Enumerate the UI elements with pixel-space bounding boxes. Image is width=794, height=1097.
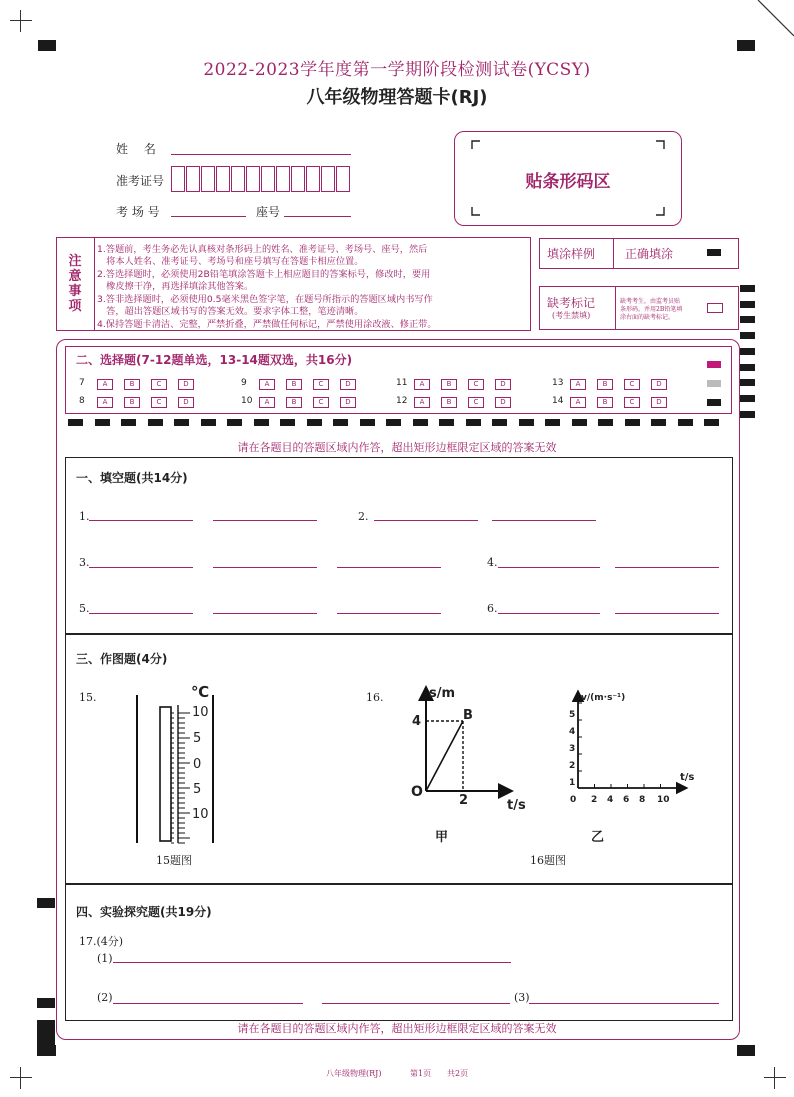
answer-blank[interactable]	[337, 613, 441, 614]
answer-blank[interactable]	[89, 613, 193, 614]
exam-number-label: 准考证号	[116, 174, 165, 188]
sample-label: 填涂样例	[547, 247, 596, 261]
choice-bubble[interactable]: B	[124, 397, 140, 408]
timing-dash	[651, 419, 666, 426]
timing-dash	[148, 419, 163, 426]
graph-jia-line	[426, 721, 463, 791]
timing-dash	[254, 419, 269, 426]
choice-bubble[interactable]: D	[340, 397, 356, 408]
choice-bubble[interactable]: A	[97, 397, 113, 408]
card-title: 八年级物理答题卡(RJ)	[306, 87, 488, 108]
graph-yi-ytick: 4	[569, 727, 576, 737]
choice-bubble[interactable]: C	[151, 379, 167, 390]
choice-title: 二、选择题(7-12题单选，13-14题双选，共16分)	[76, 353, 353, 367]
seat-label: 座号	[256, 205, 281, 219]
blank-number: 2.	[358, 510, 369, 523]
answer-blank[interactable]	[213, 613, 317, 614]
exam-number-cell[interactable]	[321, 166, 335, 192]
graph-jia-origin: O	[411, 784, 423, 800]
choice-color-mark	[707, 361, 721, 368]
timing-dash	[439, 419, 454, 426]
answer-blank[interactable]	[89, 520, 193, 521]
locator-block	[737, 1045, 755, 1056]
barcode-label: 贴条形码区	[525, 172, 611, 192]
answer-blank[interactable]	[498, 613, 600, 614]
blank-number: 1.	[79, 510, 90, 523]
timing-mark	[740, 379, 755, 386]
answer-blank[interactable]	[615, 613, 719, 614]
boundary-warning-bottom: 请在各题目的答题区域内作答，超出矩形边框限定区域的答案无效	[237, 1022, 557, 1035]
exam-number-cell[interactable]	[336, 166, 350, 192]
absent-label: 缺考标记	[547, 296, 596, 310]
choice-bubble[interactable]: A	[259, 379, 275, 390]
choice-question-number: 8	[79, 396, 85, 406]
absent-desc: 涂右面的缺考标记。	[620, 314, 675, 321]
locator-block	[737, 40, 755, 51]
timing-dash	[95, 419, 110, 426]
timing-mark	[740, 411, 755, 418]
choice-bubble[interactable]: A	[570, 397, 586, 408]
timing-dash	[625, 419, 640, 426]
timing-dash	[545, 419, 560, 426]
exam-number-cell[interactable]	[201, 166, 215, 192]
timing-mark	[740, 316, 755, 323]
thermometer-figure	[130, 685, 230, 845]
graph-yi-xtick: 10	[657, 795, 670, 805]
blank-number: 3.	[79, 556, 90, 569]
exam-number-cell[interactable]	[246, 166, 260, 192]
graph-yi-xtick: 0	[570, 795, 577, 805]
graph-yi-ytick: 2	[569, 761, 576, 771]
choice-bubble[interactable]: B	[286, 379, 302, 390]
graph-yi-ylabel: v/(m·s⁻¹)	[581, 693, 626, 703]
part-2-label: (2)	[97, 991, 113, 1004]
thermometer-tick-label: 10	[192, 705, 209, 720]
choice-question-number: 14	[552, 396, 564, 406]
choice-question-number: 12	[396, 396, 408, 406]
graph-jia-point-label: B	[463, 708, 473, 723]
choice-question-number: 11	[396, 378, 408, 388]
timing-dash	[360, 419, 375, 426]
note-line: 3.答非选择题时，必须使用0.5毫米黑色签字笔，在题号所指示的答题区域内书写作	[97, 294, 433, 305]
side-mark	[37, 998, 55, 1008]
graph-yi-ytick: 5	[569, 710, 576, 720]
graph-yi-axes	[565, 688, 695, 803]
choice-bubble[interactable]: C	[313, 379, 329, 390]
choice-bubble[interactable]: D	[495, 397, 511, 408]
exam-number-cell[interactable]	[171, 166, 185, 192]
crop-mark-bottom-right	[764, 1077, 786, 1078]
timing-dash	[174, 419, 189, 426]
crop-mark-bottom-left-v	[20, 1067, 21, 1089]
timing-dash	[492, 419, 507, 426]
footer-subject: 八年级物理(RJ)	[326, 1069, 382, 1078]
locator-block	[38, 40, 56, 51]
timing-mark	[740, 395, 755, 402]
timing-mark	[740, 332, 755, 339]
blank-number: 6.	[487, 602, 498, 615]
answer-blank[interactable]	[492, 520, 596, 521]
thermometer-unit: ℃	[191, 683, 210, 701]
timing-dash	[386, 419, 401, 426]
correct-fill-label: 正确填涂	[625, 247, 674, 261]
graph-yi-xtick: 8	[639, 795, 646, 805]
exam-room-field[interactable]	[171, 216, 246, 217]
graph-jia-ylabel: s/m	[429, 686, 456, 701]
answer-blank[interactable]	[322, 1003, 510, 1004]
choice-color-mark	[707, 380, 721, 387]
choice-bubble[interactable]: C	[624, 397, 640, 408]
footer-page: 第1页	[410, 1069, 432, 1078]
figure-15-caption: 15题图	[156, 854, 192, 867]
answer-blank[interactable]	[498, 567, 600, 568]
timing-dash	[280, 419, 295, 426]
graph-yi-xtick: 6	[623, 795, 630, 805]
choice-bubble[interactable]: C	[624, 379, 640, 390]
crop-mark-top-left	[10, 20, 32, 21]
absent-desc: 条形码，并用2B铅笔填	[620, 306, 683, 313]
choice-bubble[interactable]: A	[259, 397, 275, 408]
note-line: 橡皮擦干净，再选择填涂其他答案。	[97, 281, 254, 292]
timing-dash	[598, 419, 613, 426]
answer-blank[interactable]	[213, 567, 317, 568]
part-1-label: (1)	[97, 952, 113, 965]
graph-yi-ytick: 1	[569, 778, 576, 788]
choice-bubble[interactable]: C	[468, 379, 484, 390]
choice-bubble[interactable]: D	[178, 397, 194, 408]
thermometer-tick-label: 0	[193, 757, 202, 772]
thermometer-tick-label: 10	[192, 807, 209, 822]
timing-mark	[740, 301, 755, 308]
choice-question-number: 9	[241, 378, 247, 388]
absent-desc: 缺考考生，由监考员贴	[620, 298, 681, 305]
corner-cut-mark	[752, 0, 794, 42]
timing-dash	[333, 419, 348, 426]
experiment-title: 四、实验探究题(共19分)	[76, 905, 212, 919]
choice-bubble[interactable]: A	[414, 397, 430, 408]
note-line: 1.答题前，考生务必先认真核对条形码上的姓名、准考证号、考场号、座号，然后	[97, 244, 428, 255]
filled-sample-mark	[707, 249, 721, 256]
crop-mark-bottom-left	[10, 1077, 32, 1078]
graph-yi-xlabel: t/s	[680, 772, 695, 783]
footer-total: 共2页	[447, 1069, 469, 1078]
choice-bubble[interactable]: B	[124, 379, 140, 390]
note-line: 4.保持答题卡清洁、完整，严禁折叠，严禁做任何标记，严禁使用涂改液、修正带。	[97, 319, 437, 330]
timing-dash	[413, 419, 428, 426]
choice-bubble[interactable]: C	[313, 397, 329, 408]
choice-bubble[interactable]: D	[651, 379, 667, 390]
exam-room-label: 考 场 号	[116, 205, 160, 219]
graph-jia-xlabel: t/s	[507, 798, 526, 813]
exam-number-cell[interactable]	[291, 166, 305, 192]
graph-yi-xtick: 4	[607, 795, 614, 805]
crop-mark-top-left-v	[20, 10, 21, 32]
absent-mark-box[interactable]	[707, 303, 723, 313]
exam-number-cell[interactable]	[276, 166, 290, 192]
choice-color-mark	[707, 399, 721, 406]
note-line: 2.答选择题时，必须使用2B铅笔填涂答题卡上相应题目的答案标号，修改时，要用	[97, 269, 431, 280]
graph-yi-ytick: 3	[569, 744, 576, 754]
exam-number-cell[interactable]	[231, 166, 245, 192]
side-mark	[37, 1020, 55, 1056]
exam-number-cell[interactable]	[186, 166, 200, 192]
answer-blank[interactable]	[529, 1003, 719, 1004]
fill-in-title: 一、填空题(共14分)	[76, 471, 188, 485]
crop-mark-bottom-right-v	[774, 1067, 775, 1089]
choice-bubble[interactable]: D	[178, 379, 194, 390]
graph-jia-ytick: 4	[412, 714, 422, 729]
question-17-label: 17.(4分)	[79, 935, 124, 948]
timing-mark	[740, 348, 755, 355]
absent-note: (考生禁填)	[552, 311, 591, 320]
choice-question-number: 10	[241, 396, 253, 406]
timing-dash	[678, 419, 693, 426]
choice-bubble[interactable]: B	[441, 397, 457, 408]
drawing-title: 三、作图题(4分)	[76, 652, 168, 666]
notes-heading: 注意事项	[68, 254, 82, 314]
blank-number: 5.	[79, 602, 90, 615]
timing-dash	[68, 419, 83, 426]
graph-yi-name: 乙	[591, 830, 605, 845]
graph-yi-xtick: 2	[591, 795, 598, 805]
exam-number-cell[interactable]	[306, 166, 320, 192]
timing-dash	[227, 419, 242, 426]
seat-field[interactable]	[284, 216, 351, 217]
timing-dash	[704, 419, 719, 426]
choice-bubble[interactable]: B	[597, 397, 613, 408]
answer-blank[interactable]	[213, 520, 317, 521]
answer-blank[interactable]	[89, 567, 193, 568]
choice-question-number: 13	[552, 378, 564, 388]
timing-dash	[466, 419, 481, 426]
choice-question-number: 7	[79, 378, 85, 388]
choice-bubble[interactable]: C	[151, 397, 167, 408]
side-mark	[37, 898, 55, 908]
timing-dash	[307, 419, 322, 426]
choice-bubble[interactable]: B	[286, 397, 302, 408]
choice-bubble[interactable]: D	[495, 379, 511, 390]
timing-dash	[572, 419, 587, 426]
notes-divider	[94, 237, 95, 330]
exam-title: 2022-2023学年度第一学期阶段检测试卷(YCSY)	[203, 60, 591, 80]
choice-bubble[interactable]: B	[597, 379, 613, 390]
answer-blank[interactable]	[374, 520, 478, 521]
timing-dash	[121, 419, 136, 426]
choice-bubble[interactable]: A	[97, 379, 113, 390]
note-line: 答，超出答题区域书写的答案无效。要求字体工整，笔迹清晰。	[97, 306, 364, 317]
question-15-label: 15.	[79, 691, 97, 704]
part-3-label: (3)	[514, 991, 530, 1004]
absent-divider	[615, 286, 616, 329]
name-label: 姓 名	[116, 142, 156, 156]
blank-number: 4.	[487, 556, 498, 569]
thermometer-tick-label: 5	[193, 782, 202, 797]
name-field[interactable]	[171, 154, 351, 155]
answer-blank[interactable]	[113, 962, 511, 963]
note-line: 将本人姓名、准考证号、考场号和座号填写在答题卡相应位置。	[97, 256, 364, 267]
timing-mark	[740, 285, 755, 292]
choice-bubble[interactable]: A	[414, 379, 430, 390]
thermometer-tick-label: 5	[193, 731, 202, 746]
graph-jia-name: 甲	[435, 830, 449, 845]
answer-blank[interactable]	[113, 1003, 303, 1004]
choice-bubble[interactable]: D	[340, 379, 356, 390]
choice-bubble[interactable]: D	[651, 397, 667, 408]
exam-number-cell[interactable]	[261, 166, 275, 192]
boundary-warning: 请在各题目的答题区域内作答，超出矩形边框限定区域的答案无效	[237, 441, 557, 454]
timing-dash	[201, 419, 216, 426]
exam-number-cell[interactable]	[216, 166, 230, 192]
graph-jia-xtick: 2	[459, 793, 469, 808]
question-16-label: 16.	[366, 691, 384, 704]
answer-blank[interactable]	[615, 567, 719, 568]
choice-bubble[interactable]: B	[441, 379, 457, 390]
figure-16-caption: 16题图	[530, 854, 566, 867]
timing-mark	[740, 364, 755, 371]
choice-bubble[interactable]: C	[468, 397, 484, 408]
timing-dash	[519, 419, 534, 426]
sample-divider	[613, 238, 614, 268]
choice-bubble[interactable]: A	[570, 379, 586, 390]
answer-blank[interactable]	[337, 567, 441, 568]
